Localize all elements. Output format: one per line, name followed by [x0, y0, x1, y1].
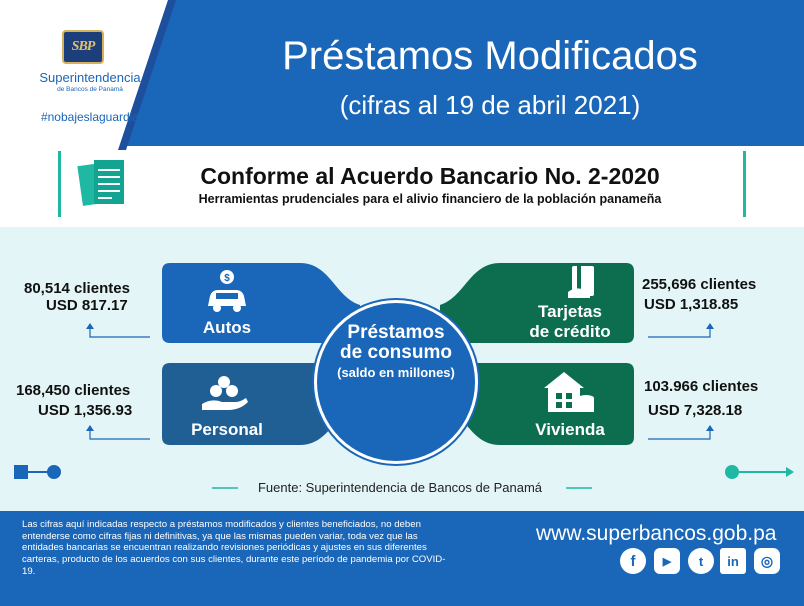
agreement-subtitle: Herramientas prudenciales para el alivio financiero de la población panameña [198, 192, 662, 206]
svg-text:$: $ [224, 273, 230, 284]
source-note: Fuente: Superintendencia de Bancos de Panamá [257, 480, 543, 495]
credit-card-icon [564, 262, 604, 302]
website-link[interactable]: www.superbancos.gob.pa [536, 522, 777, 545]
instagram-icon[interactable]: ◎ [754, 548, 780, 574]
hashtag: #nobajeslaguardia [40, 110, 140, 124]
personal-clients: 168,450 clientes [16, 382, 131, 399]
personal-amount: USD 1,356.93 [38, 402, 133, 419]
page-subtitle: (cifras al 19 de abril 2021) [339, 90, 641, 120]
category-label-autos: Autos [202, 318, 252, 337]
org-subname: de Bancos de Panamá [57, 86, 123, 93]
center-line-3: (saldo en millones) [337, 365, 455, 380]
twitter-icon[interactable]: t [688, 548, 714, 574]
disclaimer: Las cifras aquí indicadas respecto a préstamos modificados y clientes beneficiados, no deben entenderse como cifras fijas ni definitivas, ya que las mismas pueden variar, toda vez que las entidades bancarias se encuentran realizando revisiones periódicas y ajustes en sus diferentes carteras, producto de los acuerdos con sus clientes, durante este período de pandemia por COVID-19. [22, 519, 446, 577]
sbp-logo: SBP [62, 30, 104, 64]
center-line-1: Préstamos [347, 322, 445, 343]
org-name: Superintendencia [39, 70, 141, 85]
youtube-icon[interactable]: ▶ [654, 548, 680, 574]
page-title: Préstamos Modificados [282, 34, 698, 78]
tarjetas-amount: USD 1,318.85 [644, 296, 739, 313]
vivienda-clients: 103.966 clientes [644, 378, 759, 395]
category-label-tarjetas-1: Tarjetas [538, 302, 602, 321]
agreement-title: Conforme al Acuerdo Bancario No. 2-2020 [200, 163, 660, 189]
hand-money-icon [200, 374, 250, 414]
category-label-tarjetas-2: de crédito [529, 322, 611, 341]
center-line-2: de consumo [340, 342, 452, 363]
vivienda-amount: USD 7,328.18 [648, 402, 743, 419]
category-label-vivienda: Vivienda [535, 420, 605, 439]
facebook-icon[interactable]: f [620, 548, 646, 574]
house-icon [542, 368, 598, 416]
linkedin-icon[interactable]: in [720, 548, 746, 574]
autos-amount: USD 817.17 [46, 297, 128, 314]
autos-clients: 80,514 clientes [24, 280, 130, 297]
tarjetas-clients: 255,696 clientes [642, 276, 757, 293]
car-icon [202, 268, 252, 314]
category-label-personal: Personal [191, 420, 263, 439]
